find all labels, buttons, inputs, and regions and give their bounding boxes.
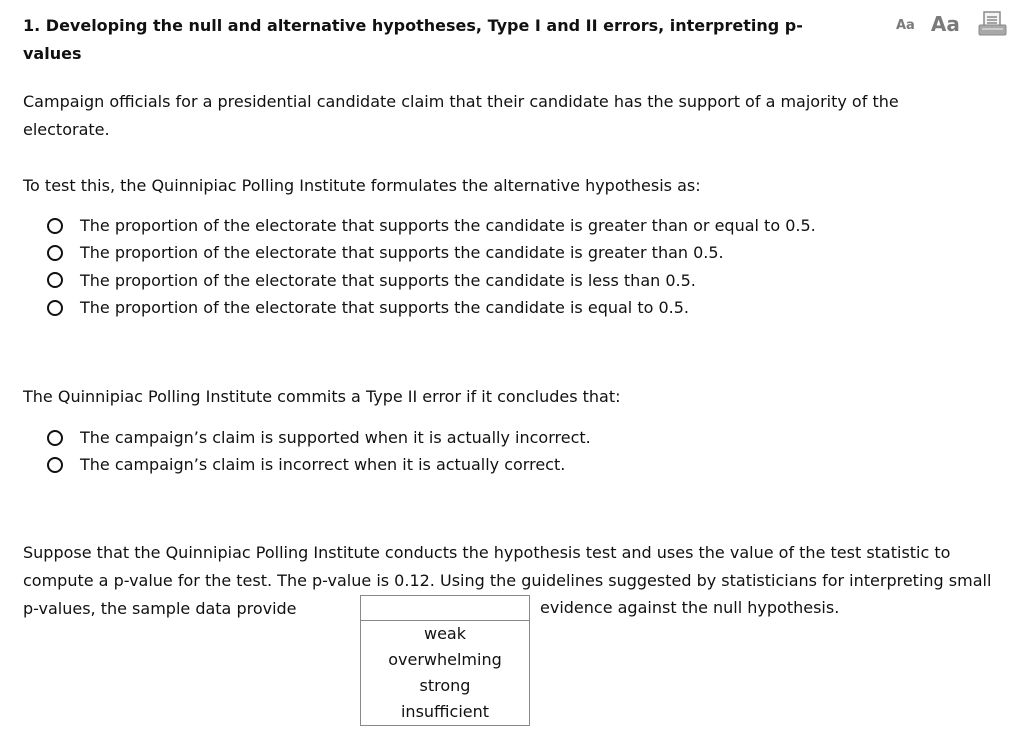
- option-label: The proportion of the electorate that supports the candidate is greater than or equal to 0.5.: [80, 216, 816, 236]
- dropdown-option-strong[interactable]: strong: [419, 676, 471, 695]
- print-icon[interactable]: [978, 11, 1008, 37]
- question2-option-2[interactable]: [47, 451, 591, 478]
- radio-button[interactable]: [47, 245, 63, 261]
- toolbar: [896, 10, 1008, 38]
- question1-prompt: To test this, the Quinnipiac Polling Institute formulates the alternative hypothesis as:: [23, 176, 701, 195]
- option-label: The proportion of the electorate that supports the candidate is equal to 0.5.: [80, 298, 690, 318]
- answer-dropdown-list: [360, 620, 530, 726]
- radio-button[interactable]: [47, 430, 63, 446]
- question1-option-1[interactable]: [47, 212, 816, 239]
- option-label: The campaign’s claim is supported when it is actually incorrect.: [80, 428, 591, 448]
- radio-button[interactable]: [47, 272, 63, 288]
- option-label: The proportion of the electorate that supports the candidate is less than 0.5.: [80, 270, 696, 290]
- option-label: The campaign’s claim is incorrect when it is actually correct.: [80, 455, 566, 475]
- radio-button[interactable]: [47, 300, 63, 316]
- question1-option-2[interactable]: [47, 239, 816, 266]
- dropdown-option-overwhelming[interactable]: overwhelming: [388, 650, 502, 669]
- question2-prompt: The Quinnipiac Polling Institute commits a Type II error if it concludes that:: [23, 387, 621, 406]
- question3-text: Suppose that the Quinnipiac Polling Institute conducts the hypothesis test and uses the value of the test statistic to compute a p-value for the test. The p-value is 0.12. Using the guidelines suggested by statisticians for interpreting small p-values, the sample data provide: [23, 543, 992, 618]
- question-title: 1. Developing the null and alternative hypotheses, Type I and II errors, interpreting p-values: [23, 16, 803, 63]
- question2-options: [47, 424, 591, 479]
- answer-select[interactable]: [360, 595, 530, 621]
- dropdown-option-weak[interactable]: weak: [424, 624, 466, 643]
- question1-option-3[interactable]: [47, 267, 816, 294]
- question1-options: [47, 212, 816, 321]
- dropdown-option-insufficient[interactable]: insufficient: [400, 702, 490, 721]
- increase-font-button[interactable]: Aa: [930, 12, 960, 36]
- option-label: The proportion of the electorate that supports the candidate is greater than 0.5.: [80, 243, 724, 263]
- decrease-font-button[interactable]: Aa: [896, 18, 915, 33]
- radio-button[interactable]: [47, 218, 63, 234]
- intro-text: Campaign officials for a presidential candidate claim that their candidate has the support of a majority of the electorate.: [23, 92, 899, 139]
- radio-button[interactable]: [47, 457, 63, 473]
- question1-option-4[interactable]: [47, 294, 816, 321]
- question2-option-1[interactable]: [47, 424, 591, 451]
- question3-text-after: evidence against the null hypothesis.: [540, 598, 840, 617]
